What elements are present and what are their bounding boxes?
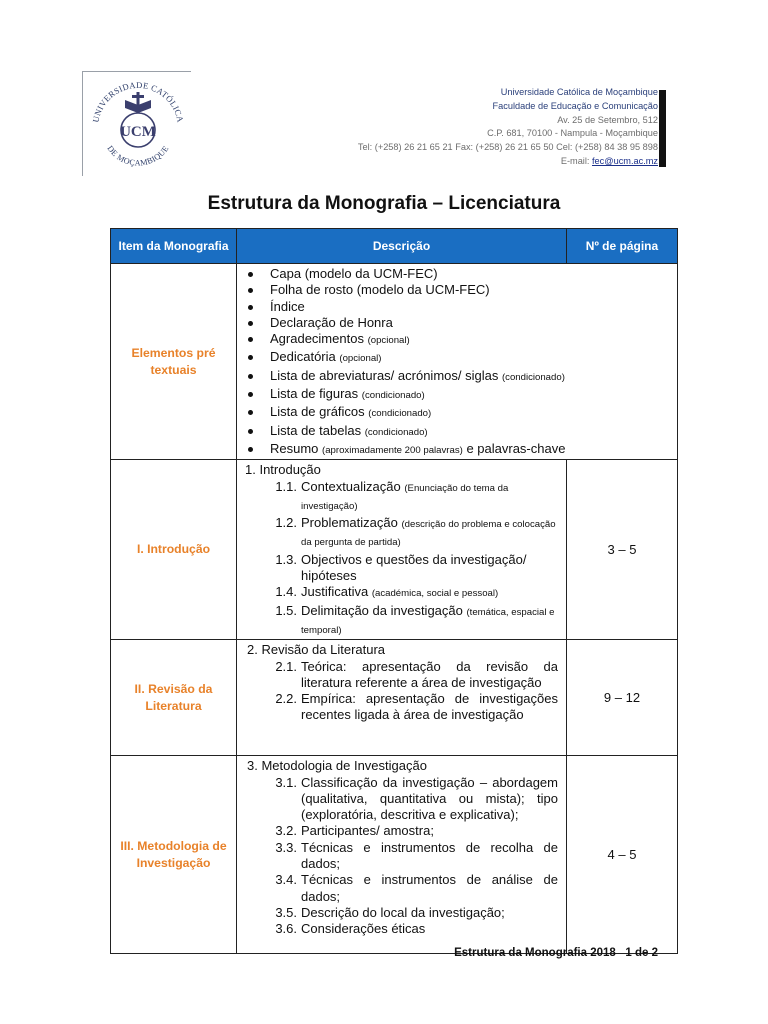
list-item	[245, 282, 669, 298]
pages-method: 4 – 5	[567, 756, 678, 954]
list-item-text: Capa (modelo da UCM-FEC)	[270, 266, 438, 281]
header-accent-bar	[659, 90, 666, 167]
list-item-text: Lista de abreviaturas/ acrónimos/ siglas	[270, 367, 502, 383]
logo-monogram: UCM	[120, 124, 156, 140]
footer-page-number: 1 de 2	[625, 947, 658, 959]
list-item-number: 3.3.	[275, 839, 297, 855]
list-item-text: Lista de figuras	[270, 386, 362, 402]
contact-block	[358, 86, 658, 169]
list-item-text: Objectivos e questões da investigação/ hipóteses	[301, 551, 527, 584]
list-item	[245, 368, 669, 386]
list-item-text: Descrição do local da investigação;	[301, 904, 505, 920]
list-item-note: (opcional)	[367, 335, 410, 347]
list-item	[245, 775, 558, 824]
list-item-number: 3.5.	[275, 904, 297, 920]
list-item-text: Índice	[270, 298, 305, 314]
list-item-text: Técnicas e instrumentos de análise de dados;	[301, 872, 558, 904]
list-item-body	[301, 905, 558, 921]
list-item-number: 1.2.	[275, 515, 297, 531]
table-row-pretextual	[111, 264, 678, 460]
list-item-text: Considerações éticas	[301, 921, 426, 937]
desc-method	[237, 756, 567, 954]
list-item	[245, 552, 558, 585]
list-item-text: Lista de gráficos	[270, 404, 369, 420]
list-item-text: Empírica: apresentação de investigações recentes ligada à área de investigação	[301, 691, 558, 723]
list-item	[245, 921, 558, 937]
list-item-body	[301, 823, 558, 839]
list-item-number: 1.1.	[275, 478, 297, 494]
review-sublist	[245, 659, 558, 724]
page-title: Estrutura da Monografia – Licenciatura	[207, 193, 561, 214]
logo-text-top: UNIVERSIDADE CATÓLICA	[90, 79, 186, 124]
list-item-number: 3.2.	[275, 823, 297, 839]
list-item	[245, 349, 669, 367]
pages-review: 9 – 12	[567, 640, 678, 756]
pages-intro: 3 – 5	[567, 460, 678, 640]
list-item-body	[301, 603, 558, 640]
list-item-number: 3.1.	[275, 774, 297, 790]
list-item-body	[301, 840, 558, 873]
list-item-text: Dedicatória	[270, 349, 340, 365]
list-item	[245, 386, 669, 404]
list-item-text: Participantes/ amostra;	[301, 823, 434, 839]
list-item-body	[301, 691, 558, 724]
monograph-structure-table	[110, 228, 678, 954]
list-item	[245, 691, 558, 724]
list-item-body	[301, 659, 558, 692]
list-item	[245, 331, 669, 349]
table-row-method	[111, 756, 678, 954]
phone-numbers: Tel: (+258) 26 21 65 21 Fax: (+258) 26 21 65 50 Cel: (+258) 84 38 95 898	[357, 142, 658, 153]
list-item-note: (opcional)	[339, 353, 382, 365]
col-header-description: Descrição	[237, 229, 567, 264]
list-item	[245, 840, 558, 873]
pretextual-list	[245, 266, 669, 459]
table-row-intro	[111, 460, 678, 640]
list-item-number: 3.6.	[275, 921, 297, 937]
list-item-text: Técnicas e instrumentos de recolha de dados;	[301, 839, 558, 872]
list-item-body	[301, 515, 558, 552]
list-item-note: (condicionado)	[364, 426, 428, 438]
list-item-text: Folha de rosto (modelo da UCM-FEC)	[270, 282, 490, 298]
list-item	[245, 423, 669, 441]
list-item-body	[301, 552, 558, 585]
list-item-body	[301, 921, 558, 937]
postal-address: C.P. 681, 70100 - Nampula - Moçambique	[487, 128, 658, 139]
email-label: E-mail:	[560, 155, 592, 166]
list-item	[245, 823, 558, 839]
list-item-text: Resumo	[270, 440, 323, 456]
list-item	[245, 315, 669, 331]
desc-pretextual	[237, 264, 678, 460]
university-logo	[82, 71, 191, 176]
address: Av. 25 de Setembro, 512	[557, 114, 658, 125]
email-line	[358, 155, 658, 169]
list-item-body	[301, 584, 558, 602]
list-item-note: (aproximadamente 200 palavras)	[322, 444, 463, 456]
list-item-text: Teórica: apresentação da revisão da literatura referente a área de investigação	[301, 658, 558, 690]
item-pretextual: Elementos pré textuais	[111, 264, 237, 460]
list-item	[245, 872, 558, 905]
method-sublist	[245, 775, 558, 938]
list-item-text: Problematização	[301, 515, 402, 531]
section-heading: 2. Revisão da Literatura	[247, 642, 386, 658]
list-item-note: (condicionado)	[501, 371, 565, 383]
list-item	[245, 584, 558, 602]
col-header-pages: Nº de página	[567, 229, 678, 264]
list-item	[245, 479, 558, 516]
list-item	[245, 603, 558, 640]
list-item-text: Contextualização	[301, 478, 405, 494]
list-item-body	[301, 872, 558, 905]
desc-intro	[237, 460, 567, 640]
list-item-text: Justificativa	[301, 584, 372, 600]
section-heading: 1. Introdução	[245, 462, 321, 478]
footer-label: Estrutura da Monografia 2018	[454, 947, 616, 959]
table-header-row	[111, 229, 678, 264]
list-item-number: 2.2.	[275, 691, 297, 707]
list-item-number: 2.1.	[275, 658, 297, 674]
item-method: III. Metodologia de Investigação	[111, 756, 237, 954]
list-item-note: (temática, espacial e temporal)	[301, 606, 555, 636]
list-item-note: (Enunciação do tema da investigação)	[301, 482, 509, 512]
list-item-text: Lista de tabelas	[270, 422, 365, 438]
desc-review	[237, 640, 567, 756]
section-heading: 3. Metodologia de Investigação	[247, 758, 427, 774]
list-item-note: (académica, social e pessoal)	[371, 588, 499, 600]
item-review: II. Revisão da Literatura	[111, 640, 237, 756]
list-item-text: Delimitação da investigação	[301, 602, 467, 618]
list-item-number: 1.5.	[275, 602, 297, 618]
faculty-name: Faculdade de Educação e Comunicação	[492, 100, 658, 111]
list-item	[245, 266, 669, 282]
list-item-number: 3.4.	[275, 872, 297, 888]
email-link[interactable]: fec@ucm.ac.mz	[592, 155, 658, 166]
list-item-note: (condicionado)	[368, 408, 432, 420]
list-item	[245, 299, 669, 315]
list-item	[245, 404, 669, 422]
table-row-review	[111, 640, 678, 756]
list-item	[245, 905, 558, 921]
col-header-item: Item da Monografia	[111, 229, 237, 264]
item-intro: I. Introdução	[111, 460, 237, 640]
list-item-tail: e palavras-chave	[462, 440, 566, 456]
logo-text-bottom: DE MOÇAMBIQUE	[105, 144, 171, 168]
list-item-text: Agradecimentos	[270, 331, 368, 347]
list-item-note: (descrição do problema e colocação da pergunta de partida)	[301, 519, 556, 549]
list-item-note: (condicionado)	[361, 390, 425, 402]
list-item-body	[301, 775, 558, 824]
list-item-text: Classificação da investigação – abordagem (qualitativa, quantitativa ou mista); tipo (exploratória, descritiva e explicativa);	[301, 774, 558, 823]
university-name: Universidade Católica de Moçambique	[500, 87, 658, 97]
list-item-number: 1.3.	[275, 551, 297, 567]
list-item-body	[301, 479, 558, 516]
list-item-text: Declaração de Honra	[270, 314, 393, 330]
intro-sublist	[245, 479, 558, 640]
list-item-number: 1.4.	[275, 584, 297, 600]
page-footer	[454, 947, 658, 959]
list-item	[245, 441, 669, 459]
list-item	[245, 515, 558, 552]
list-item	[245, 659, 558, 692]
